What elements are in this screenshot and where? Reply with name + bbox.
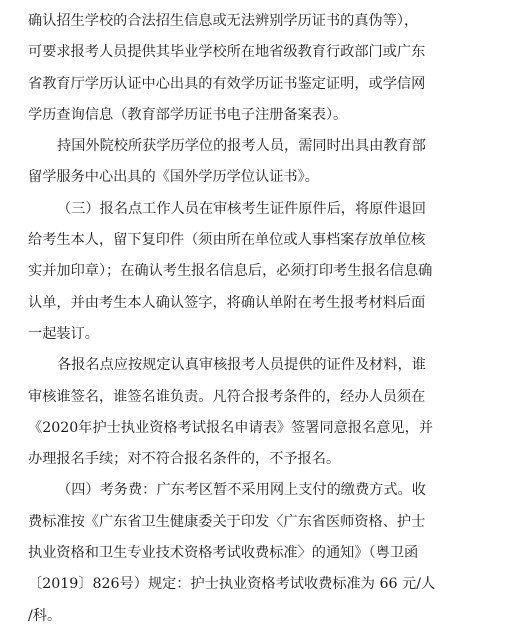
text-line: 认单，并由考生本人确认签字，将确认单附在考生报考材料后面 xyxy=(28,294,426,311)
text-line: （四）考务费：广东考区暂不采用网上支付的缴费方式。收 xyxy=(57,482,426,499)
paragraph xyxy=(28,475,521,631)
text-line: 确认招生学校的合法招生信息或无法辨别学历证书的真伪等）， xyxy=(28,13,419,29)
text-line: 一起装订。 xyxy=(28,325,99,342)
text-line: 各报名点应按规定认真审核报考人员提供的证件及材料，谁 xyxy=(57,357,426,374)
text-line: 留学服务中心出具的《国外学历学位认证书》。 xyxy=(28,169,319,186)
text-line: 学历查询信息（教育部学历证书电子注册备案表）。 xyxy=(28,106,348,123)
text-line: 审核谁签名，谁签名谁负责。凡符合报考条件的，经办人员须在 xyxy=(28,388,426,405)
paragraph xyxy=(28,350,521,475)
paragraph xyxy=(28,6,521,131)
text-line: /科。 xyxy=(28,607,62,624)
paragraph xyxy=(28,194,521,350)
text-line: 可要求报考人员提供其毕业学校所在地省级教育行政部门或广东 xyxy=(28,44,426,61)
text-line: 给考生本人，留下复印件（须由所在单位或人事档案存放单位核 xyxy=(28,232,426,249)
text-line: 实并加印章）；在确认考生报名信息后，必须打印考生报名信息确 xyxy=(28,263,433,280)
text-line: 费标准按《广东省卫生健康委关于印发〈广东省医师资格、护士 xyxy=(28,513,426,530)
text-line: 持国外院校所获学历学位的报考人员，需同时出具由教育部 xyxy=(57,138,426,155)
text-line: （三）报名点工作人员在审核考生证件原件后，将原件退回 xyxy=(57,200,426,217)
text-line: 办理报名手续；对不符合报名条件的，不予报名。 xyxy=(28,451,341,468)
paragraph xyxy=(28,131,521,194)
text-line: 《2020年护士执业资格考试报名申请表》签署同意报名意见，并 xyxy=(28,419,433,436)
text-line: 〔2019〕826号）规定：护士执业资格考试收费标准为 66 元/人 xyxy=(28,576,436,593)
text-line: 执业资格和卫生专业技术资格考试收费标准〉的通知》（粤卫函 xyxy=(28,545,419,562)
text-line: 省教育厅学历认证中心出具的有效学历证书鉴定证明，或学信网 xyxy=(28,75,426,92)
